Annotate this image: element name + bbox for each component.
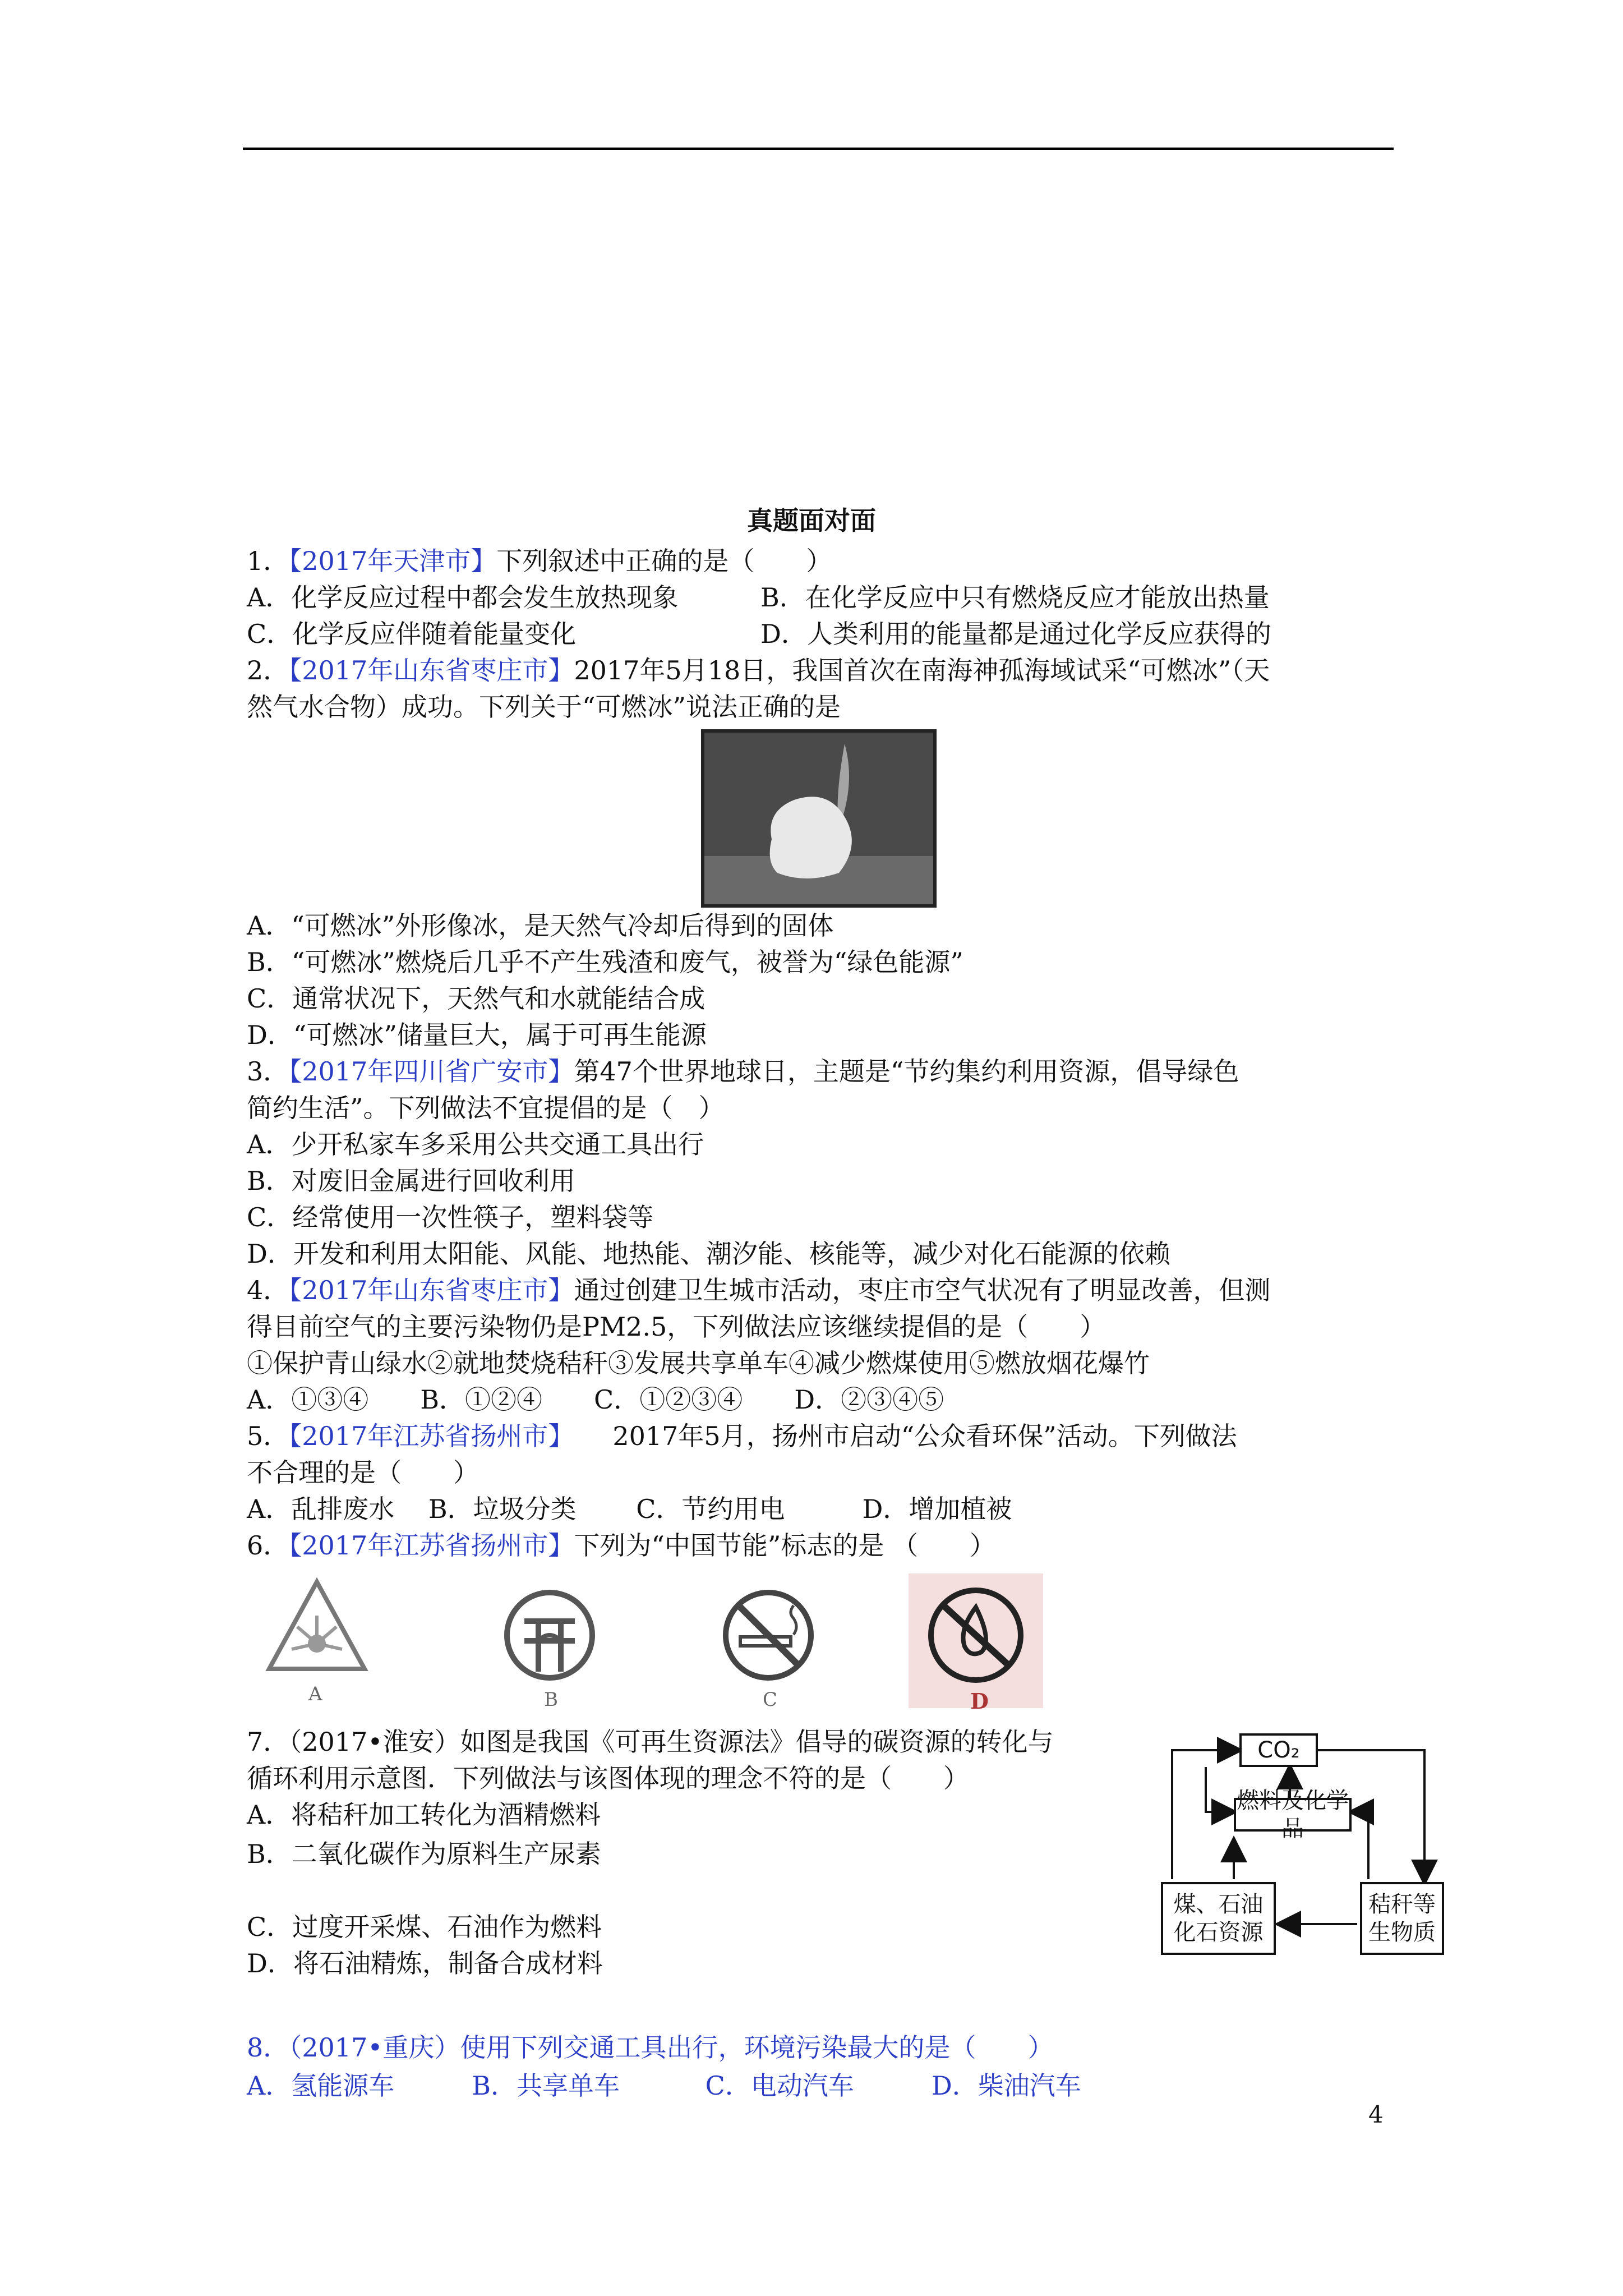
q2-stem-line1: 2．【2017年山东省枣庄市】2017年5月18日，我国首次在南海神孤海域试采“可燃冰”（天 [247,655,1270,685]
q1-option-c: C．化学反应伴随着能量变化 [247,619,577,649]
q3-option-a: A．少开私家车多采用公共交通工具出行 [247,1129,704,1159]
q3-stem-line1: 3．【2017年四川省广安市】第47个世界地球日，主题是“节约集约利用资源，倡导绿色 [247,1056,1239,1087]
q5-stem-line2: 不合理的是（ ） [247,1457,479,1488]
q6-source: 【2017年江苏省扬州市】 [289,1530,574,1561]
sign-b-label: B [544,1688,558,1711]
sign-a-label: A [308,1683,322,1705]
q7-stem-line2: 循环利用示意图．下列做法与该图体现的理念不符的是（ ） [247,1763,969,1793]
q4-items: ①保护青山绿水②就地焚烧秸秆③发展共享单车④减少燃煤使用⑤燃放烟花爆竹 [247,1348,1150,1378]
header-rule [243,148,1394,150]
sign-c-no-smoking-icon [721,1588,816,1685]
biomass-box: 秸秆等 生物质 [1360,1882,1444,1955]
q7-option-a: A．将秸秆加工转化为酒精燃料 [247,1800,601,1830]
flammable-ice-photo [701,729,937,908]
q1-option-a: A．化学反应过程中都会发生放热现象 [247,582,679,613]
q5-options: A．乱排废水 B．垃圾分类 C．节约用电 D．增加植被 [247,1494,1012,1524]
q7-option-d: D．将石油精炼，制备合成材料 [247,1948,603,1978]
q3-source: 【2017年四川省广安市】 [289,1056,574,1087]
sign-b-energy-saving-icon [502,1588,597,1685]
q2-stem-line2: 然气水合物）成功。下列关于“可燃冰”说法正确的是 [247,692,841,722]
q1-stem: 1．【2017年天津市】下列叙述中正确的是（ ） [247,546,832,576]
q7-option-b: B．二氧化碳作为原料生产尿素 [247,1839,601,1869]
q2-source: 【2017年山东省枣庄市】 [289,655,574,685]
q5-source: 【2017年江苏省扬州市】 [289,1421,561,1451]
q3-option-d: D．开发和利用太阳能、风能、地热能、潮汐能、核能等，减少对化石能源的依赖 [247,1239,1170,1269]
fuel-chemicals-box: 燃料及化学品 [1234,1798,1352,1832]
q5-stem-line1: 5．【2017年江苏省扬州市】 2017年5月，扬州市启动“公众看环保”活动。下列做法 [247,1421,1237,1451]
q4-source: 【2017年山东省枣庄市】 [289,1275,574,1305]
q3-option-b: B．对废旧金属进行回收利用 [247,1166,575,1196]
q4-stem-line1: 4．【2017年山东省枣庄市】通过创建卫生城市活动，枣庄市空气状况有了明显改善，但测 [247,1275,1271,1305]
sign-d-label: D [970,1688,989,1714]
q2-option-c: C．通常状况下，天然气和水就能结合成 [247,983,706,1014]
sign-c-label: C [763,1688,778,1711]
q3-stem-line2: 简约生活”。下列做法不宜提倡的是（ ） [247,1093,725,1123]
sign-a-explosive-icon [264,1576,370,1680]
q7-stem-line1: 7．（2017•淮安）如图是我国《可再生资源法》倡导的碳资源的转化与 [247,1727,1054,1757]
page-number: 4 [1368,2101,1384,2128]
q8-options: A．氢能源车 B．共享单车 C．电动汽车 D．柴油汽车 [247,2070,1081,2101]
burning-ice-image [704,733,933,904]
q8-stem: 8．（2017•重庆）使用下列交通工具出行，环境污染最大的是（ ） [247,2032,1054,2063]
q3-option-c: C．经常使用一次性筷子，塑料袋等 [247,1202,654,1232]
fossil-resources-box: 煤、石油 化石资源 [1161,1882,1276,1955]
q1-source: 【2017年天津市】 [289,546,497,576]
carbon-cycle-diagram [1155,1728,1447,1997]
q2-option-b: B．“可燃冰”燃烧后几乎不产生残渣和废气，被誉为“绿色能源” [247,947,963,977]
q2-option-a: A．“可燃冰”外形像冰，是天然气冷却后得到的固体 [247,910,834,941]
section-title: 真题面对面 [747,505,876,536]
q4-options: A．①③④ B．①②④ C．①②③④ D．②③④⑤ [247,1384,944,1415]
q1-option-d: D．人类利用的能量都是通过化学反应获得的 [760,619,1271,649]
q6-stem: 6．【2017年江苏省扬州市】下列为“中国节能”标志的是 （ ） [247,1530,996,1561]
co2-box: CO₂ [1239,1733,1318,1767]
q4-stem-line2: 得目前空气的主要污染物仍是PM2.5，下列做法应该继续提倡的是（ ） [247,1312,1106,1342]
q2-option-d: D．“可燃冰”储量巨大，属于可再生能源 [247,1020,707,1050]
q1-option-b: B．在化学反应中只有燃烧反应才能放出热量 [760,582,1270,613]
q7-option-c: C．过度开采煤、石油作为燃料 [247,1912,602,1942]
diagram-arrows [1155,1728,1447,1997]
